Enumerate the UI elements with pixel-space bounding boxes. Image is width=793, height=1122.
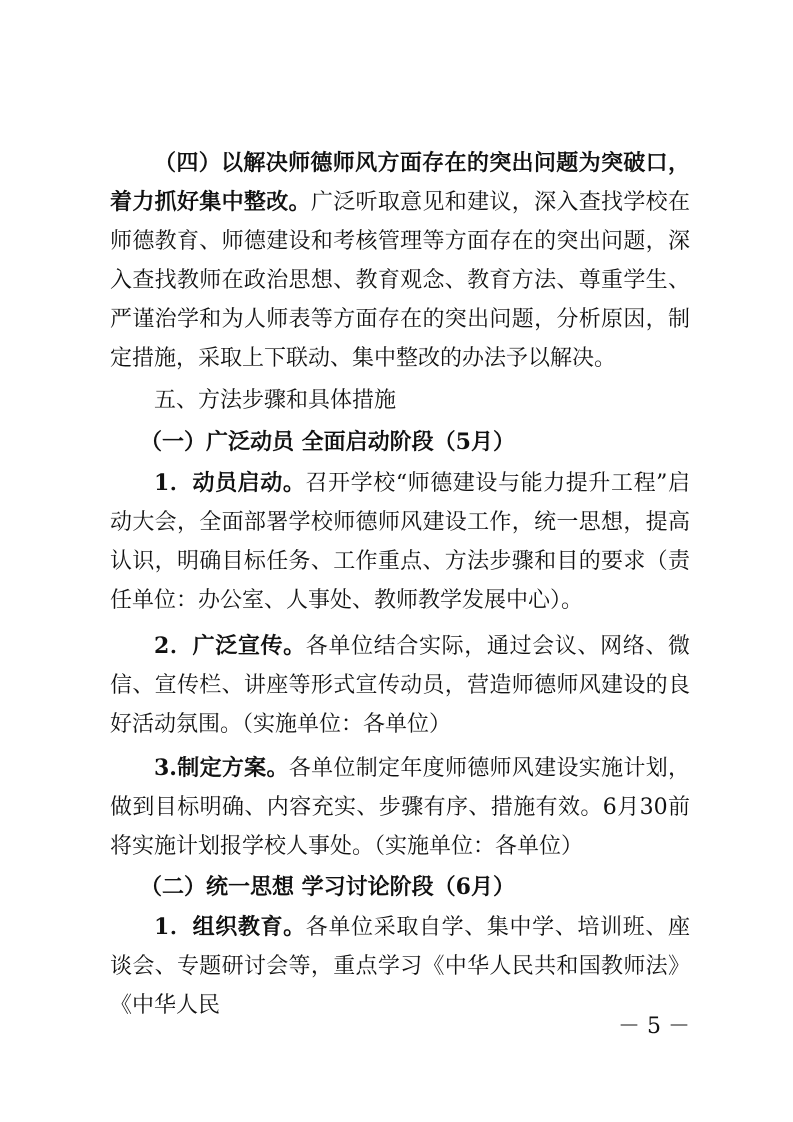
phase-two-item-body: 各单位采取自学、集中学、培训班、座谈会、专题研讨会等，重点学习《中华人民共和国教师法》《中华人民: [110, 915, 690, 1018]
item-3-body: 各单位制定年度师德师风建设实施计划，做到目标明确、内容充实、步骤有序、措施有效。6月30前将实施计划报学校人事处。（实施单位：各单位）: [110, 756, 690, 859]
page-number: － 5 －: [618, 1014, 690, 1039]
item-2-body: 各单位结合实际，通过会议、网络、微信、宣传栏、讲座等形式宣传动员，营造师德师风建设的良好活动氛围。（实施单位：各单位）: [110, 634, 690, 737]
item-1-body: 召开学校“师德建设与能力提升工程”启动大会，全面部署学校师德师风建设工作，统一思想，提高认识，明确目标任务、工作重点、方法步骤和目的要求（责任单位：办公室、人事处、教师教学发展中心）。: [110, 471, 690, 613]
item-2-lead: 2．广泛宣传。: [154, 633, 306, 659]
item-3-paragraph: [110, 749, 690, 866]
section-four-lead: （四）以解决师德师风方面存在的突出问题为突破口，着力抓好集中整改。: [110, 150, 690, 215]
section-five-title: 五、方法步骤和具体措施: [154, 388, 397, 413]
section-four-body: 广泛听取意见和建议，深入查找学校在师德教育、师德建设和考核管理等方面存在的突出问题，深入查找教师在政治思想、教育观念、教育方法、尊重学生、严谨治学和为人师表等方面存在的突出问题，分析原因，制定措施，采取上下联动、集中整改的办法予以解决。: [110, 190, 690, 371]
item-2-paragraph: [110, 627, 690, 744]
item-3-lead: 3.制定方案。: [154, 755, 289, 781]
phase-two-title: （二）统一思想 学习讨论阶段（6月）: [140, 874, 515, 900]
phase-two-item-paragraph: [110, 908, 690, 1025]
paragraph-section-four: [110, 144, 690, 378]
phase-one-title: （一）广泛动员 全面启动阶段（5月）: [140, 429, 515, 455]
phase-two-item-lead: 1．组织教育。: [154, 914, 306, 940]
item-1-paragraph: [110, 464, 690, 620]
item-1-lead: 1．动员启动。: [154, 470, 306, 496]
